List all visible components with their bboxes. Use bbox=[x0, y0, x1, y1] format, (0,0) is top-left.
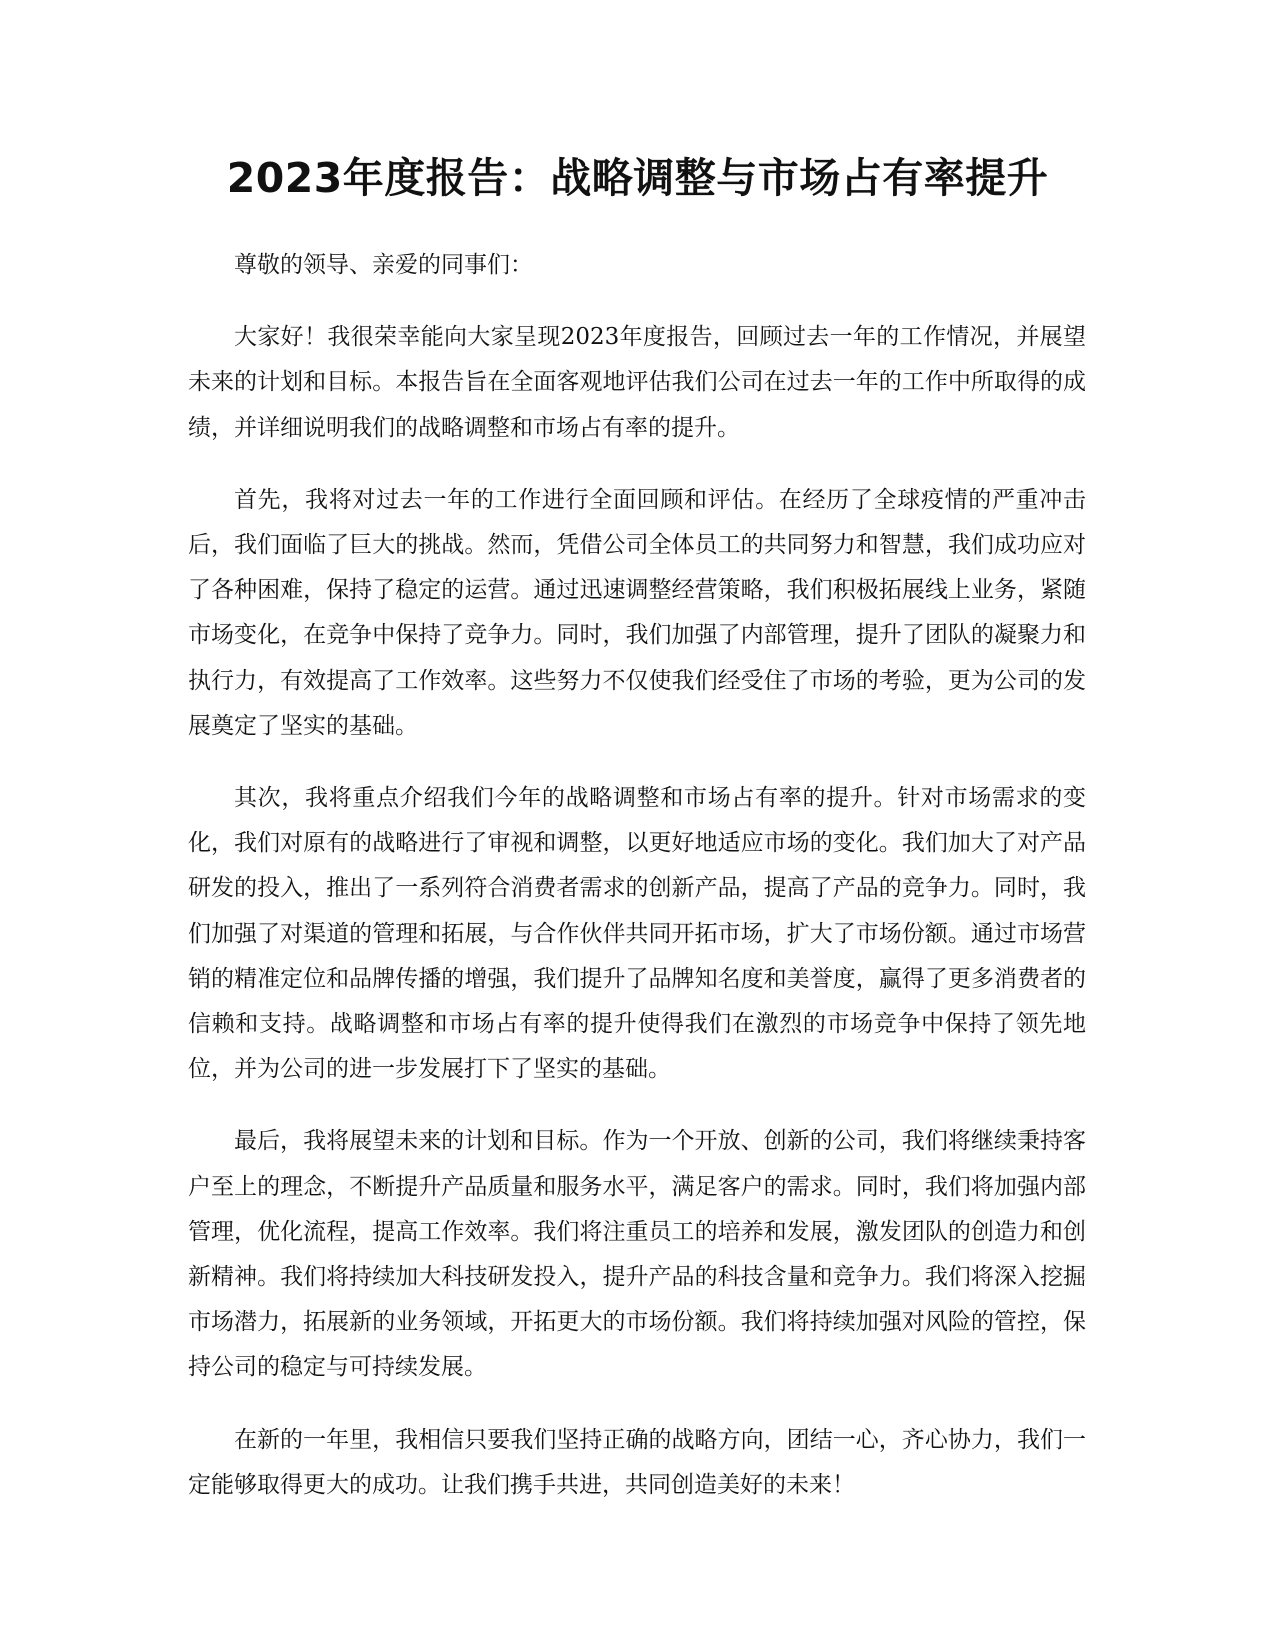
closing-paragraph: 在新的一年里，我相信只要我们坚持正确的战略方向，团结一心，齐心协力，我们一定能够取得更大的成功。让我们携手共进，共同创造美好的未来！ bbox=[188, 1426, 1086, 1498]
document-body bbox=[188, 243, 1086, 1535]
review-paragraph: 首先，我将对过去一年的工作进行全面回顾和评估。在经历了全球疫情的严重冲击后，我们面临了巨大的挑战。然而，凭借公司全体员工的共同努力和智慧，我们成功应对了各种困难，保持了稳定的运营。通过迅速调整经营策略，我们积极拓展线上业务，紧随市场变化，在竞争中保持了竞争力。同时，我们加强了内部管理，提升了团队的凝聚力和执行力，有效提高了工作效率。这些努力不仅使我们经受住了市场的考验，更为公司的发展奠定了坚实的基础。 bbox=[188, 486, 1086, 739]
outlook-paragraph: 最后，我将展望未来的计划和目标。作为一个开放、创新的公司，我们将继续秉持客户至上的理念，不断提升产品质量和服务水平，满足客户的需求。同时，我们将加强内部管理，优化流程，提高工作效率。我们将注重员工的培养和发展，激发团队的创造力和创新精神。我们将持续加大科技研发投入，提升产品的科技含量和竞争力。我们将深入挖掘市场潜力，拓展新的业务领域，开拓更大的市场份额。我们将持续加强对风险的管控，保持公司的稳定与可持续发展。 bbox=[188, 1128, 1086, 1381]
intro-paragraph: 大家好！我很荣幸能向大家呈现2023年度报告，回顾过去一年的工作情况，并展望未来的计划和目标。本报告旨在全面客观地评估我们公司在过去一年的工作中所取得的成绩，并详细说明我们的战略调整和市场占有率的提升。 bbox=[188, 324, 1086, 441]
salutation-paragraph: 尊敬的领导、亲爱的同事们： bbox=[234, 252, 533, 278]
strategy-paragraph: 其次，我将重点介绍我们今年的战略调整和市场占有率的提升。针对市场需求的变化，我们对原有的战略进行了审视和调整，以更好地适应市场的变化。我们加大了对产品研发的投入，推出了一系列符合消费者需求的创新产品，提高了产品的竞争力。同时，我们加强了对渠道的管理和拓展，与合作伙伴共同开拓市场，扩大了市场份额。通过市场营销的精准定位和品牌传播的增强，我们提升了品牌知名度和美誉度，赢得了更多消费者的信赖和支持。战略调整和市场占有率的提升使得我们在激烈的市场竞争中保持了领先地位，并为公司的进一步发展打下了坚实的基础。 bbox=[188, 785, 1086, 1083]
document-title: 2023年度报告：战略调整与市场占有率提升 bbox=[226, 154, 1049, 202]
